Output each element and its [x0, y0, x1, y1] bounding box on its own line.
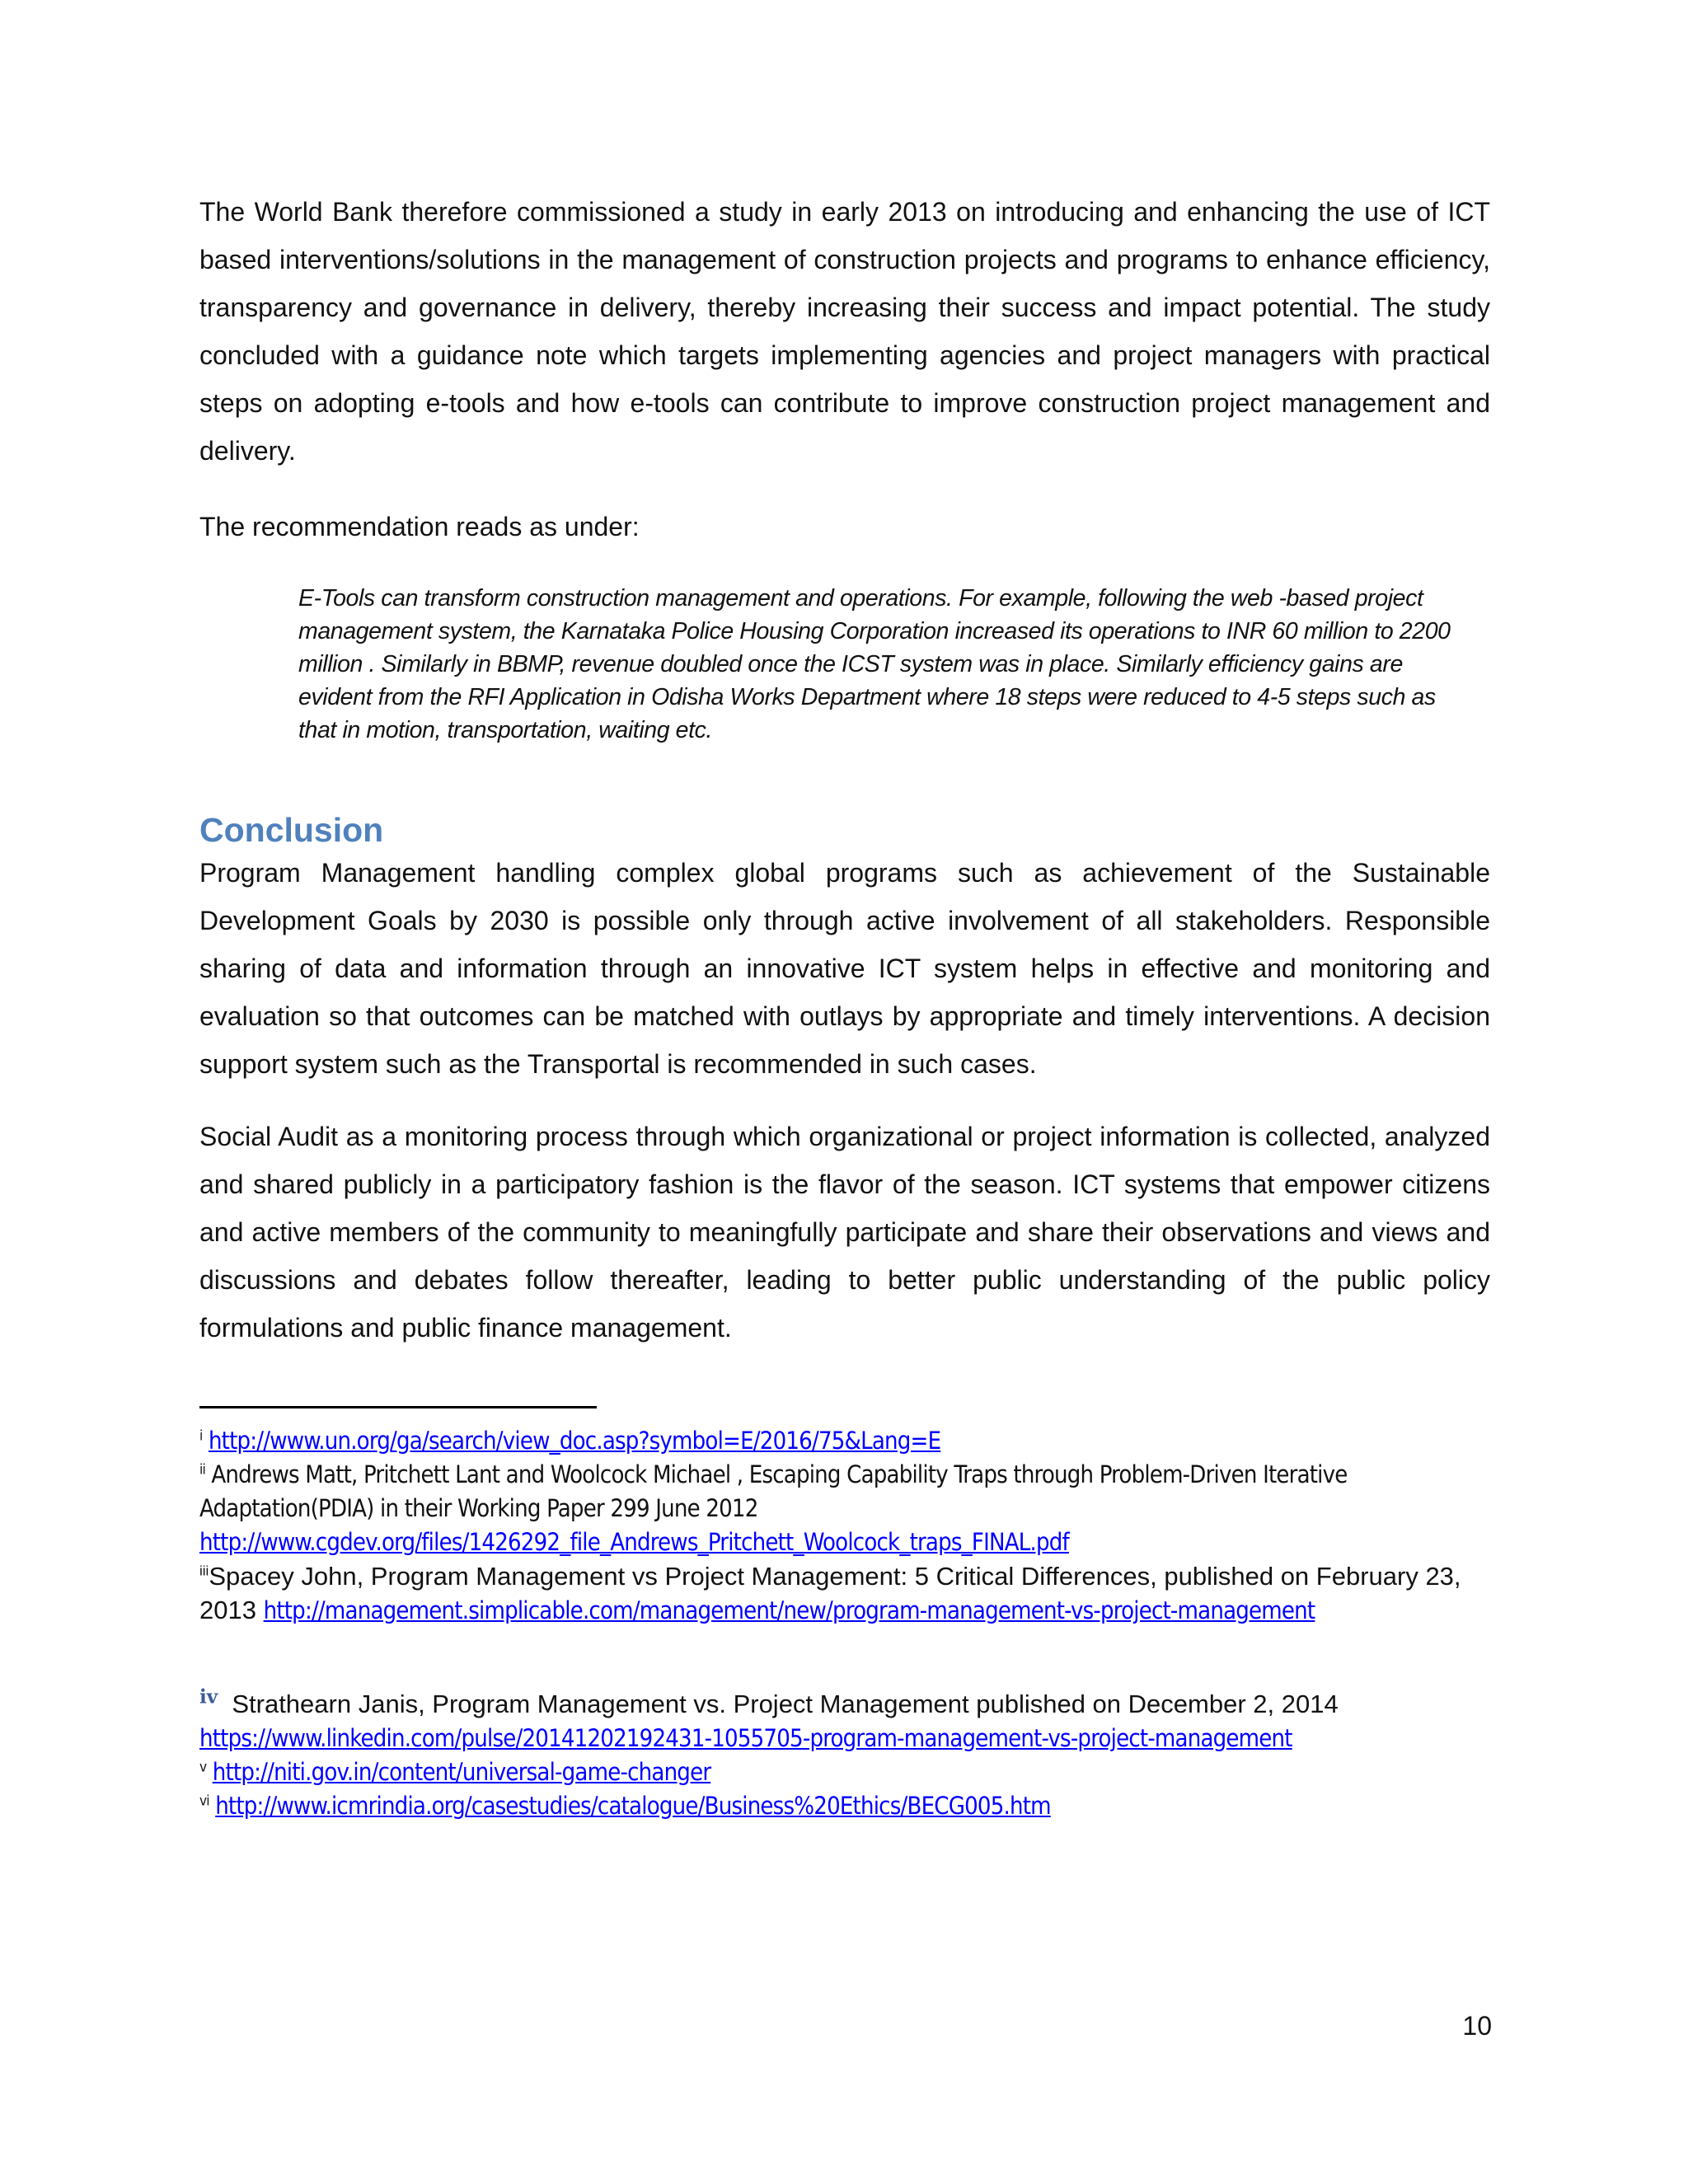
conclusion-heading: Conclusion — [199, 811, 384, 849]
footnote-marker: iii — [199, 1563, 209, 1579]
footnote-4-text: Strathearn Janis, Program Management vs. Project Management published on December 2, 2014 — [232, 1690, 1339, 1718]
page-number: 10 — [1462, 2011, 1492, 2041]
footnote-marker: v — [199, 1759, 207, 1776]
footnote-1 — [199, 1424, 1490, 1458]
footnote-3-text: Spacey John, Program Management vs Project Management: 5 Critical Differences, published on February 23, 2013 — [199, 1562, 1461, 1624]
conclusion-paragraph-1: Program Management handling complex global programs such as achievement of the Sustainable Development Goals by 2030 is possible only through active involvement of all stakeholders. Responsible sharing of data and information through an innovative ICT system helps in effective and monitoring and evaluation so that outcomes can be matched with outlays by appropriate and timely interventions. A decision support system such as the Transportal is recommended in such cases. — [199, 858, 1490, 1079]
footnote-3-link[interactable]: http://management.simplicable.com/management/new/program-management-vs-project-management — [263, 1596, 1315, 1624]
footnote-marker: iv — [199, 1685, 218, 1708]
footnote-separator — [199, 1406, 597, 1408]
footnote-1-link[interactable]: http://www.un.org/ga/search/view_doc.asp?symbol=E/2016/75&Lang=E — [208, 1427, 941, 1455]
footnote-3 — [199, 1559, 1490, 1628]
footnote-marker: vi — [199, 1793, 209, 1810]
footnotes — [199, 1424, 1490, 1823]
footnote-2-text: Andrews Matt, Pritchett Lant and Woolcock Michael , Escaping Capability Traps through Problem-Driven Iterative Adaptation(PDIA) in their Working Paper 299 June 2012 — [199, 1460, 1348, 1522]
footnote-5-link[interactable]: http://niti.gov.in/content/universal-game-changer — [212, 1758, 711, 1786]
recommendation-quote: E-Tools can transform construction management and operations. For example, following the web -based project management system, the Karnataka Police Housing Corporation increased its operations to INR 60 million to 2200 million . Similarly in BBMP, revenue doubled once the ICST system was in place. Similarly efficiency gains are evident from the RFI Application in Odisha Works Department where 18 steps were reduced to 4-5 steps such as that in motion, transportation, waiting etc. — [298, 585, 1451, 743]
intro-paragraph: The World Bank therefore commissioned a study in early 2013 on introducing and enhancing the use of ICT based interventions/solutions in the management of construction projects and programs to enhance efficiency, transparency and governance in delivery, thereby increasing their success and impact potential. The study concluded with a guidance note which targets implementing agencies and project managers with practical steps on adopting e-tools and how e-tools can contribute to improve construction project management and delivery. — [199, 197, 1490, 466]
footnote-2 — [199, 1458, 1490, 1559]
footnote-marker: i — [199, 1427, 203, 1445]
footnote-6 — [199, 1789, 1490, 1823]
footnote-4-link[interactable]: https://www.linkedin.com/pulse/20141202192431-1055705-program-management-vs-project-management — [199, 1724, 1292, 1752]
footnote-marker: ii — [199, 1461, 205, 1479]
footnote-gap — [199, 1628, 1490, 1687]
recommendation-lead: The recommendation reads as under: — [199, 512, 640, 541]
conclusion-paragraph-2: Social Audit as a monitoring process through which organizational or project information is collected, analyzed and shared publicly in a participatory fashion is the flavor of the season. ICT systems that empower citizens and active members of the community to meaningfully participate and share their observations and views and discussions and debates follow thereafter, leading to better public understanding of the public policy formulations and public finance management. — [199, 1122, 1490, 1343]
footnote-4 — [199, 1687, 1490, 1755]
footnote-5 — [199, 1755, 1490, 1789]
footnote-6-link[interactable]: http://www.icmrindia.org/casestudies/catalogue/Business%20Ethics/BECG005.htm — [215, 1792, 1051, 1820]
footnote-2-link[interactable]: http://www.cgdev.org/files/1426292_file_Andrews_Pritchett_Woolcock_traps_FINAL.pdf — [199, 1528, 1069, 1556]
